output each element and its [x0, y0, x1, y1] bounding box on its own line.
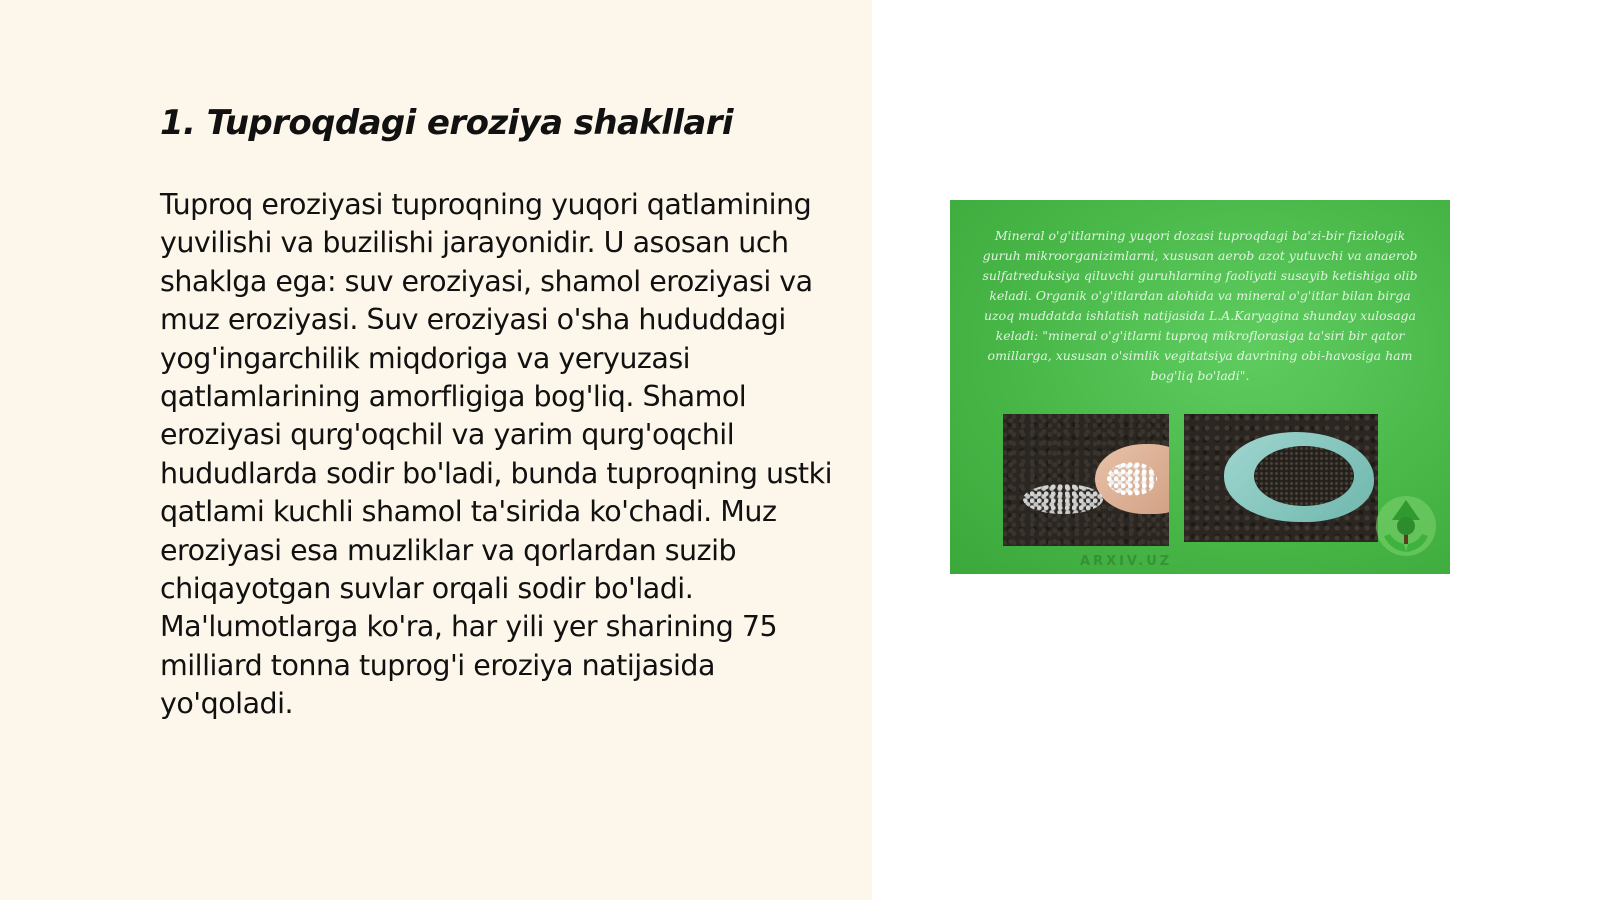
fertilizer-pellets — [1107, 462, 1157, 496]
recycle-leaf-icon — [1370, 490, 1442, 562]
soil-pile — [1254, 446, 1354, 506]
slide-title: 1. Tuproqdagi eroziya shakllari — [160, 103, 733, 143]
soil-glove-photo — [1184, 414, 1378, 542]
image-caption: Mineral o'g'itlarning yuqori dozasi tuproqdagi ba'zi-bir fiziologik guruh mikroorganizimlarni, xususan aerob azot yutuvchi va anaerob sulfatreduksiya qiluvchi guruhlarning faoliyati susayib ketishiga olib keladi. Organik o'g'itlardan alohida va mineral o'g'itlar bilan birga uzoq muddatda ishlatish natijasida L.A.Karyagina shunday xulosaga keladi: "mineral o'g'itlarni tuproq mikroflorasiga ta'siri bir qator omillarga, xususan o'simlik vegitatsiya davrining obi-havosiga ham bog'liq bo'ladi". — [982, 228, 1418, 383]
slide-image — [950, 200, 1450, 574]
image-watermark: ARXIV.UZ — [1080, 554, 1173, 569]
fertilizer-hand-photo — [1003, 414, 1169, 546]
slide-body-text: Tuproq eroziyasi tuproqning yuqori qatlamining yuvilishi va buzilishi jarayonidir. U asosan uch shaklga ega: suv eroziyasi, shamol eroziyasi va muz eroziyasi. Suv eroziyasi o'sha hududdagi yog'ingarchilik miqdoriga va yeryuzasi qatlamlarining amorfligiga bog'liq. Shamol eroziyasi qurg'oqchil va yarim qurg'oqchil hududlarda sodir bo'ladi, bunda tuproqning ustki qatlami kuchli shamol ta'sirida ko'chadi. Muz eroziyasi esa muzliklar va qorlardan suzib chiqayotgan suvlar orqali sodir bo'ladi. Ma'lumotlarga ko'ra, har yili yer sharining 75 milliard tonna tuprog'i eroziya natijasida yo'qoladi. — [160, 188, 833, 721]
scattered-pellets — [1023, 484, 1103, 514]
